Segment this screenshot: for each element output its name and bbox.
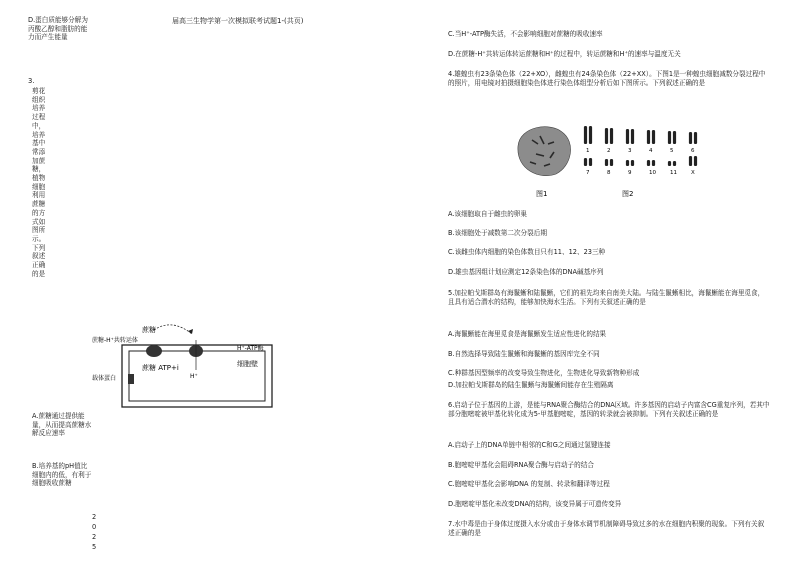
question-3-option-d: D.在蔗糖-H⁺共转运体转运蔗糖和H⁺的过程中，转运蔗糖和H⁺的速率与温度无关 bbox=[448, 50, 681, 58]
transport-arrow bbox=[154, 325, 192, 334]
question-6-stem: 6.启动子位于基因的上游，是能与RNA聚合酶结合的DNA区域。许多基因的启动子内富含CG重复序列，若其中部分胞嘧啶被甲基化转化成为5-甲基胞嘧啶，基因的转录就会被抑制。下列有关叙述正确的是 bbox=[448, 401, 770, 418]
chromosome-label: 3 bbox=[628, 148, 632, 154]
chromosome-label: 6 bbox=[691, 148, 695, 154]
transporter-protein bbox=[146, 345, 162, 357]
chromosome-mark bbox=[626, 129, 629, 144]
page-digit: 2 bbox=[92, 513, 97, 521]
chromosome-mark bbox=[647, 160, 650, 166]
chromosome-mark bbox=[589, 158, 592, 166]
page-header: 届高三生物学第一次模拟联考试题1-(共页) bbox=[172, 17, 304, 25]
chromosome-mark bbox=[605, 159, 608, 166]
question-6-option-a: A.启动子上的DNA单链中相邻的C和G之间通过氢键连接 bbox=[448, 441, 611, 449]
chromosome-mark bbox=[605, 128, 608, 144]
label-h-inside: H⁺ bbox=[190, 373, 198, 380]
left-carrier-protein bbox=[128, 374, 134, 384]
question-6-option-d: D.胞嘧啶甲基化未改变DNA的结构，该变异属于可遗传变异 bbox=[448, 500, 622, 508]
question-4-option-c: C.该雌虫体内细胞的染色体数目只有11、12、23三种 bbox=[448, 248, 606, 256]
chromosome-label: 1 bbox=[586, 148, 590, 154]
question-3-option-a: A.蔗糖通过提供能量，从而提高蔗糖水解反应速率 bbox=[32, 412, 92, 438]
chromosome-label: 7 bbox=[586, 170, 590, 176]
chromosome-mark bbox=[610, 159, 613, 166]
question-3-option-b: B.培养基的pH值比细胞内的低，有利于细胞吸收蔗糖 bbox=[32, 462, 92, 488]
label-cell-wall: 细胞壁 bbox=[237, 360, 258, 368]
question-6-option-c: C.胞嘧啶甲基化会影响DNA 的复制、转录和翻译等过程 bbox=[448, 480, 610, 488]
chromosome-label: 9 bbox=[628, 170, 632, 176]
label-atpase: H⁺-ATP酶 bbox=[237, 345, 264, 352]
chromosome-mark bbox=[589, 126, 592, 144]
label-sucrose-top: 蔗糖 bbox=[142, 326, 156, 334]
chromosome-mark bbox=[631, 129, 634, 144]
chromosome-label: 11 bbox=[670, 170, 677, 176]
question-4-option-d: D.雄虫基因组计划应测定12条染色体的DNA碱基序列 bbox=[448, 268, 604, 276]
figure-caption-2: 图2 bbox=[622, 190, 634, 198]
chromosome-mark bbox=[584, 158, 587, 166]
chromosome-figure bbox=[510, 118, 710, 202]
chromosome-mark bbox=[694, 132, 697, 144]
chromosome-mark bbox=[689, 132, 692, 144]
chromosome-mark bbox=[673, 161, 676, 166]
page-number-vertical bbox=[92, 512, 100, 552]
label-transporter: 蔗糖-H⁺共转运体 bbox=[92, 337, 138, 344]
question-5-option-a: A.海鬣蜥能在海里觅食是海鬣蜥发生适应性进化的结果 bbox=[448, 330, 607, 338]
karyotype bbox=[584, 126, 697, 176]
question-3 bbox=[28, 68, 52, 278]
question-4-option-a: A.该细胞取自于雌虫的卵巢 bbox=[448, 210, 528, 218]
question-5-option-d: D.加拉帕戈斯群岛的陆生鬣蜥与海鬣蜥间能存在生殖隔离 bbox=[448, 381, 614, 389]
cell-micrograph bbox=[518, 127, 571, 176]
question-7-stem: 7.水中毒是由于身体过度摄入水分或由于身体水调节机制障碍导致过多的水在细胞内积聚的现象。下列有关叙述正确的是 bbox=[448, 520, 765, 537]
chromosome-mark bbox=[668, 161, 671, 166]
chromosome-mark bbox=[668, 131, 671, 144]
chromosome-label: 2 bbox=[607, 148, 611, 154]
question-4-option-b: B.该细胞处于减数第二次分裂后期 bbox=[448, 229, 547, 237]
question-3-stem: 剪花组织培养过程中，培养基中常添加蔗糖，植物细胞利用蔗糖的方式如图所示。下列叙述正确的是 bbox=[32, 87, 46, 278]
question-6-option-b: B.胞嘧啶甲基化会阻碍RNA聚合酶与启动子的结合 bbox=[448, 461, 594, 469]
page-digit: 5 bbox=[92, 543, 97, 551]
question-4-stem: 4.雄蝗虫有23条染色体（22+XO），雌蝗虫有24条染色体（22+XX）。下图1是一种蝗虫细胞减数分裂过程中的照片，用电镜对拍摄细胞染色体进行染色体组型分析后如下图所示。下列叙述正确的是 bbox=[448, 70, 766, 87]
chromosome-mark bbox=[647, 130, 650, 144]
chromosome-mark bbox=[626, 160, 629, 166]
chromosome-label: 10 bbox=[649, 170, 656, 176]
chromosome-label: 4 bbox=[649, 148, 653, 154]
label-atp: 蔗糖 ATP+i bbox=[142, 364, 179, 372]
chromosome-mark bbox=[631, 160, 634, 166]
chromosome-mark bbox=[689, 156, 692, 166]
prev-question-option-d: D.蛋白质能够分解为丙酸乙醇和脂肪的能力而产生能量 bbox=[28, 16, 88, 42]
chromosome-label: X bbox=[691, 170, 695, 176]
chromosome-mark bbox=[610, 128, 613, 144]
chromosome-label: 5 bbox=[670, 148, 674, 154]
page-digit: 0 bbox=[92, 523, 97, 531]
chromosome-mark bbox=[652, 130, 655, 144]
sucrose-transport-figure bbox=[92, 320, 288, 410]
chromosome-mark bbox=[673, 131, 676, 144]
label-left-protein: 载体蛋白 bbox=[92, 375, 117, 382]
chromosome-label: 8 bbox=[607, 170, 611, 176]
question-5-option-b: B.自然选择导致陆生鬣蜥和海鬣蜥的基因库完全不同 bbox=[448, 350, 600, 358]
page-digit: 2 bbox=[92, 533, 97, 541]
question-3-number: 3. bbox=[28, 77, 35, 85]
chromosome-mark bbox=[652, 160, 655, 166]
figure-caption-1: 图1 bbox=[536, 190, 548, 198]
chromosome-mark bbox=[694, 156, 697, 166]
question-5-stem: 5.加拉帕戈斯群岛有海鬣蜥和陆鬣蜥，它们的祖先均来自南美大陆。与陆生鬣蜥相比，海鬣蜥能在海里觅食，且具有适合潜水的结构，能够加快海水生活。下列有关叙述正确的是 bbox=[448, 289, 765, 306]
question-5-option-c: C.种群基因型频率的改变导致生物进化，生物进化导致新物种形成 bbox=[448, 369, 640, 377]
chromosome-mark bbox=[584, 126, 587, 144]
question-3-option-c: C.当H⁺-ATP酶失活，不会影响细胞对蔗糖的吸收速率 bbox=[448, 30, 603, 38]
